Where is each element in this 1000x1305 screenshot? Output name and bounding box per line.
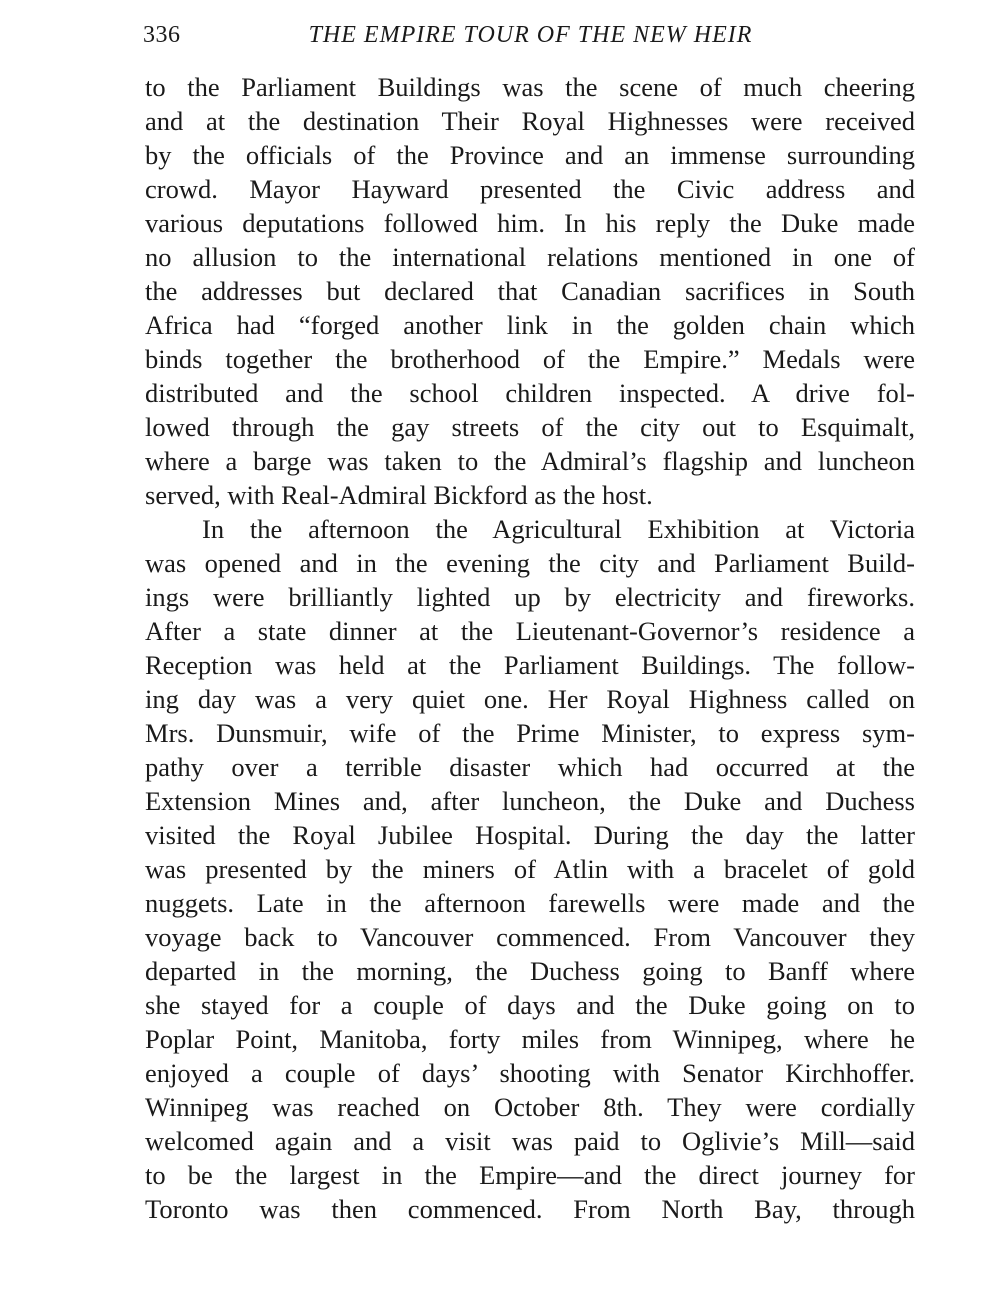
text-line: Poplar Point, Manitoba, forty miles from Winnipeg, where he: [145, 1024, 915, 1054]
body-text: [145, 70, 915, 1226]
text-line: Reception was held at the Parliament Buildings. The follow-: [145, 650, 915, 680]
text-line: was opened and in the evening the city and Parliament Build-: [145, 548, 915, 578]
text-line: welcomed again and a visit was paid to Oglivie’s Mill—said: [145, 1126, 915, 1156]
text-line: distributed and the school children inspected. A drive fol-: [145, 378, 915, 408]
text-line: the addresses but declared that Canadian sacrifices in South: [145, 276, 915, 306]
text-line: In the afternoon the Agricultural Exhibition at Victoria: [202, 514, 915, 544]
text-line: After a state dinner at the Lieutenant-Governor’s residence a: [145, 616, 915, 646]
text-line: Toronto was then commenced. From North Bay, through: [145, 1194, 915, 1224]
text-line: nuggets. Late in the afternoon farewells were made and the: [145, 888, 915, 918]
text-line: was presented by the miners of Atlin with a bracelet of gold: [145, 854, 915, 884]
text-line: Extension Mines and, after luncheon, the Duke and Duchess: [145, 786, 915, 816]
text-line: binds together the brotherhood of the Empire.” Medals were: [145, 344, 915, 374]
text-line: Africa had “forged another link in the golden chain which: [145, 310, 915, 340]
text-line: voyage back to Vancouver commenced. From Vancouver they: [145, 922, 915, 952]
text-line: served, with Real-Admiral Bickford as the host.: [145, 480, 653, 510]
text-line: to be the largest in the Empire—and the direct journey for: [145, 1160, 915, 1190]
text-line: ings were brilliantly lighted up by electricity and fireworks.: [145, 582, 915, 612]
text-line: ing day was a very quiet one. Her Royal Highness called on: [145, 684, 915, 714]
page-number: 336: [143, 22, 181, 48]
text-line: departed in the morning, the Duchess going to Banff where: [145, 956, 915, 986]
text-line: pathy over a terrible disaster which had occurred at the: [145, 752, 915, 782]
text-line: visited the Royal Jubilee Hospital. During the day the latter: [145, 820, 915, 850]
running-head: THE EMPIRE TOUR OF THE NEW HEIR: [308, 22, 753, 48]
text-line: she stayed for a couple of days and the Duke going on to: [145, 990, 915, 1020]
text-line: various deputations followed him. In his reply the Duke made: [145, 208, 915, 238]
text-line: enjoyed a couple of days’ shooting with Senator Kirchhoffer.: [145, 1058, 915, 1088]
text-line: to the Parliament Buildings was the scene of much cheering: [145, 72, 915, 102]
text-line: where a barge was taken to the Admiral’s flagship and luncheon: [145, 446, 915, 476]
text-line: Mrs. Dunsmuir, wife of the Prime Minister, to express sym-: [145, 718, 915, 748]
text-line: Winnipeg was reached on October 8th. They were cordially: [145, 1092, 915, 1122]
text-line: and at the destination Their Royal Highnesses were received: [145, 106, 915, 136]
page-header: [143, 18, 918, 52]
text-line: crowd. Mayor Hayward presented the Civic address and: [145, 174, 915, 204]
text-line: lowed through the gay streets of the city out to Esquimalt,: [145, 412, 915, 442]
text-line: no allusion to the international relations mentioned in one of: [145, 242, 915, 272]
text-line: by the officials of the Province and an immense surrounding: [145, 140, 915, 170]
